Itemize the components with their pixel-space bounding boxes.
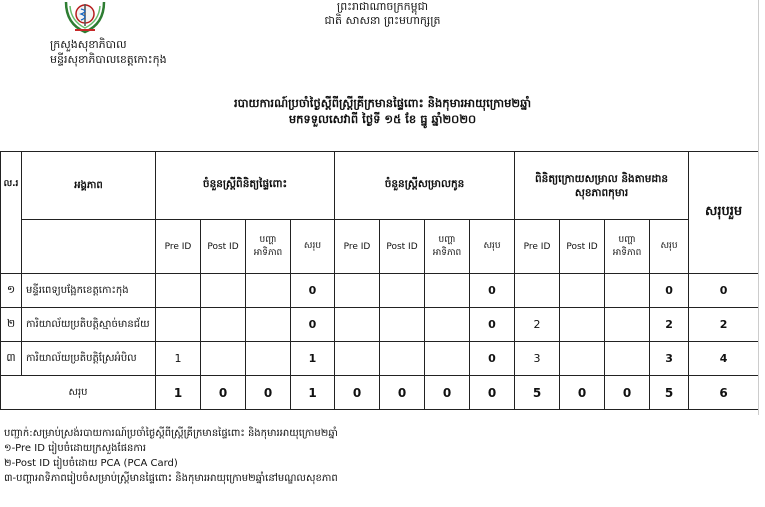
subheader-priority: បញ្ហាអាទិភាព — [246, 220, 291, 274]
cell-postnatal-priority — [605, 308, 650, 342]
cell-postnatal-post — [560, 308, 605, 342]
subheader-post-id: Post ID — [201, 220, 246, 274]
cell-anc-post — [201, 274, 246, 308]
cell-postnatal-total: 3 — [650, 342, 689, 376]
row-number: ៣ — [1, 342, 22, 376]
total-grand-total: 6 — [689, 376, 759, 410]
cell-postnatal-post — [560, 274, 605, 308]
total-delivery-post: 0 — [380, 376, 425, 410]
cell-delivery-priority — [425, 342, 470, 376]
ministry-heading — [50, 37, 167, 67]
cell-delivery-total: 0 — [470, 342, 515, 376]
cell-delivery-pre — [335, 308, 380, 342]
cell-delivery-priority — [425, 274, 470, 308]
cell-anc-priority — [246, 308, 291, 342]
cell-delivery-pre — [335, 274, 380, 308]
header-group-delivery: ចំនួនស្ត្រីសម្រាលកូន — [335, 152, 515, 220]
header-group-postnatal: ពិនិត្យក្រោយសម្រាល និងតាមដានសុខភាពកុមារ — [515, 152, 689, 220]
cell-anc-priority — [246, 342, 291, 376]
report-notes — [4, 426, 338, 486]
header-unit-blank — [22, 220, 156, 274]
total-postnatal-post: 0 — [560, 376, 605, 410]
cell-postnatal-pre: 2 — [515, 308, 560, 342]
cell-grand-total: 4 — [689, 342, 759, 376]
cell-delivery-post — [380, 342, 425, 376]
department-name: មន្ទីរសុខាភិបាលខេត្តកោះកុង — [50, 53, 167, 66]
nation-religion-king: ជាតិ សាសនា ព្រះមហាក្សត្រ — [324, 14, 441, 27]
cell-grand-total: 2 — [689, 308, 759, 342]
header-grand-total: សរុបរួម — [689, 152, 759, 274]
cell-postnatal-post — [560, 342, 605, 376]
page-edge-divider — [758, 0, 759, 415]
subheader-pre-id: Pre ID — [156, 220, 201, 274]
total-anc-pre: 1 — [156, 376, 201, 410]
table-header-row — [1, 152, 759, 220]
row-unit-name: ការិយាល័យប្រតិបត្តិស្រែអំបិល — [22, 342, 156, 376]
cell-postnatal-pre — [515, 274, 560, 308]
table-row — [1, 274, 759, 308]
header-unit: អង្គភាព — [22, 152, 156, 220]
subheader-priority: បញ្ហាអាទិភាព — [605, 220, 650, 274]
subheader-post-id: Post ID — [380, 220, 425, 274]
cell-anc-pre — [156, 308, 201, 342]
cell-postnatal-total: 0 — [650, 274, 689, 308]
header-no: ល.រ — [1, 152, 22, 274]
cell-anc-post — [201, 308, 246, 342]
kingdom-motto — [300, 0, 465, 28]
table-row — [1, 342, 759, 376]
row-unit-name: មន្ទីរពេទ្យបង្អែកខេត្តកោះកុង — [22, 274, 156, 308]
cell-anc-post — [201, 342, 246, 376]
cell-delivery-total: 0 — [470, 308, 515, 342]
cell-postnatal-priority — [605, 342, 650, 376]
note-line: បញ្ជាក់:សម្រាប់ស្រង់របាយការណ៍ប្រចាំថ្ងៃស្ដីពីស្ត្រីគ្រីក្រមានផ្ទៃពោះ និងកុមារអាយុក្រោម២ឆ្នាំ — [4, 428, 338, 439]
subheader-total: សរុប — [291, 220, 335, 274]
subheader-total: សរុប — [470, 220, 515, 274]
row-unit-name: ការិយាល័យប្រតិបត្តិស្មាច់មានជ័យ — [22, 308, 156, 342]
ministry-name: ក្រសួងសុខាភិបាល — [50, 38, 127, 51]
total-delivery-total: 0 — [470, 376, 515, 410]
kingdom-name: ព្រះរាជាណាចក្រកម្ពុជា — [336, 0, 429, 13]
cell-anc-pre — [156, 274, 201, 308]
subheader-priority: បញ្ហាអាទិភាព — [425, 220, 470, 274]
cell-delivery-post — [380, 308, 425, 342]
total-postnatal-priority: 0 — [605, 376, 650, 410]
total-postnatal-pre: 5 — [515, 376, 560, 410]
cell-anc-total: 0 — [291, 274, 335, 308]
row-number: ១ — [1, 274, 22, 308]
subheader-total: សរុប — [650, 220, 689, 274]
report-title — [0, 95, 765, 127]
cell-anc-priority — [246, 274, 291, 308]
cell-delivery-post — [380, 274, 425, 308]
cell-anc-total: 0 — [291, 308, 335, 342]
note-line: ២-Post ID រៀបចំដោយ PCA (PCA Card) — [4, 458, 178, 469]
cell-anc-pre: 1 — [156, 342, 201, 376]
subheader-pre-id: Pre ID — [335, 220, 380, 274]
report-title-line2: មកទទួលសេវាពី ថ្ងៃទី ១៥ ខែ ធ្នូ ឆ្នាំ២០២០ — [288, 112, 477, 126]
table-total-row — [1, 376, 759, 410]
total-anc-post: 0 — [201, 376, 246, 410]
total-anc-total: 1 — [291, 376, 335, 410]
header-group-anc: ចំនួនស្ត្រីពិនិត្យផ្ទៃពោះ — [156, 152, 335, 220]
ministry-emblem-logo — [60, 0, 110, 34]
note-line: ៣-បញ្ហាអាទិភាពរៀបចំសម្រាប់ស្ត្រីមានផ្ទៃពោះ និងកុមារអាយុក្រោម២ឆ្នាំនៅមណ្ឌលសុខភាព — [4, 473, 338, 484]
total-anc-priority: 0 — [246, 376, 291, 410]
table-row — [1, 308, 759, 342]
total-delivery-priority: 0 — [425, 376, 470, 410]
cell-postnatal-pre: 3 — [515, 342, 560, 376]
total-postnatal-total: 5 — [650, 376, 689, 410]
subheader-pre-id: Pre ID — [515, 220, 560, 274]
cell-delivery-pre — [335, 342, 380, 376]
cell-postnatal-total: 2 — [650, 308, 689, 342]
table-subheader-row — [1, 220, 759, 274]
total-delivery-pre: 0 — [335, 376, 380, 410]
report-title-line1: របាយការណ៍ប្រចាំថ្ងៃស្ដីពីស្ត្រីគ្រីក្រមានផ្ទៃពោះ និងកុមារអាយុក្រោម២ឆ្នាំ — [233, 96, 532, 110]
report-table — [0, 151, 759, 410]
cell-postnatal-priority — [605, 274, 650, 308]
row-number: ២ — [1, 308, 22, 342]
subheader-post-id: Post ID — [560, 220, 605, 274]
cell-anc-total: 1 — [291, 342, 335, 376]
total-row-label: សរុប — [1, 376, 156, 410]
cell-grand-total: 0 — [689, 274, 759, 308]
cell-delivery-priority — [425, 308, 470, 342]
note-line: ១-Pre ID រៀបចំដោយក្រសួងផែនការ — [4, 443, 147, 454]
cell-delivery-total: 0 — [470, 274, 515, 308]
